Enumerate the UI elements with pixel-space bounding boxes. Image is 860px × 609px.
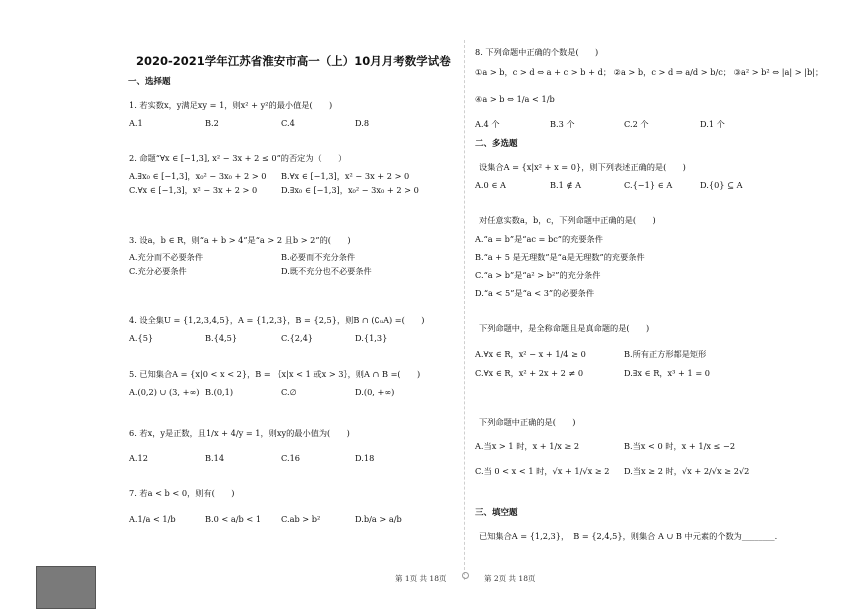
q4-option-b: B.{4,5}	[205, 333, 238, 343]
q11-option-a: A.∀x ∈ R，x² − x + 1/4 ≥ 0	[475, 349, 586, 359]
q7-option-c: C.ab > b²	[281, 514, 321, 524]
q5-option-c: C.∅	[281, 387, 297, 397]
q8-option-a: A.4 个	[475, 119, 500, 129]
footer-page-right: 第 2页 共 18页	[484, 574, 536, 583]
q3-option-d: D.既不充分也不必要条件	[281, 266, 372, 276]
q12-stem: 下列命题中正确的是( )	[479, 417, 576, 427]
q12-option-c: C.当 0 < x < 1 时，√x + 1/√x ≥ 2	[475, 466, 610, 476]
q4-option-c: C.{2,4}	[281, 333, 314, 343]
page-divider	[464, 40, 466, 580]
section-multi-heading: 二、多选题	[475, 139, 518, 149]
q11-option-d: D.∃x ∈ R，x³ + 1 = 0	[624, 368, 711, 378]
footer-page-left: 第 1页 共 18页	[395, 574, 447, 583]
q2-stem: 2. 命题“∀x ∈ [−1,3], x² − 3x + 2 ≤ 0”的否定为（ ）	[129, 153, 347, 163]
q3-option-c: C.充分必要条件	[129, 266, 187, 276]
q1-option-b: B.2	[205, 118, 219, 128]
q10-option-c: C.“a > b”是“a² > b²”的充分条件	[475, 270, 601, 280]
q8-option-d: D.1 个	[700, 119, 725, 129]
q1-option-a: A.1	[129, 118, 143, 128]
q11-option-b: B.所有正方形都是矩形	[624, 349, 707, 359]
q2-option-b: B.∀x ∈ [−1,3]，x² − 3x + 2 > 0	[281, 171, 410, 181]
q10-option-b: B.“a + 5 是无理数”是“a是无理数”的充要条件	[475, 252, 645, 262]
q5-option-a: A.(0,2) ∪ (3, +∞)	[129, 387, 200, 397]
q1-option-c: C.4	[281, 118, 295, 128]
q12-option-d: D.当x ≥ 2 时，√x + 2/√x ≥ 2√2	[624, 466, 750, 476]
q2-option-c: C.∀x ∈ [−1,3]，x² − 3x + 2 > 0	[129, 185, 258, 195]
page-separator-icon	[462, 572, 469, 579]
q6-option-d: D.18	[355, 453, 375, 463]
q10-option-d: D.“a < 5”是“a < 3”的必要条件	[475, 288, 595, 298]
q11-option-c: C.∀x ∈ R，x² + 2x + 2 ≠ 0	[475, 368, 584, 378]
q7-option-a: A.1/a < 1/b	[129, 514, 176, 524]
q4-stem: 4. 设全集U = {1,2,3,4,5}，A = {1,2,3}，B = {2,5}，则B ∩ (∁ᵤA) =( )	[129, 315, 425, 325]
q5-option-d: D.(0, +∞)	[355, 387, 395, 397]
q8-propositions-line1: ①a > b，c > d ⇔ a + c > b + d； ②a > b，c > d ⇒ a/d > b/c； ③a² > b² ⇔ |a| > |b|；	[475, 67, 824, 77]
q9-stem: 设集合A = {x|x² + x = 0}，则下列表述正确的是( )	[479, 162, 686, 172]
q8-option-c: C.2 个	[624, 119, 649, 129]
q12-option-a: A.当x > 1 时，x + 1/x ≥ 2	[475, 441, 580, 451]
q9-option-c: C.{−1} ∈ A	[624, 180, 673, 190]
q7-stem: 7. 若a < b < 0，则有( )	[129, 488, 235, 498]
q8-propositions-line2: ④a > b ⇔ 1/a < 1/b	[475, 94, 555, 104]
q3-stem: 3. 设a，b ∈ R，则“a + b > 4”是“a > 2 且b > 2”的( )	[129, 235, 351, 245]
q12-option-b: B.当x < 0 时，x + 1/x ≤ −2	[624, 441, 736, 451]
q13-stem: 已知集合A = {1,2,3}， B = {2,4,5}，则集合 A ∪ B 中元素的个数为________.	[479, 531, 778, 541]
q9-option-a: A.0 ∈ A	[475, 180, 506, 190]
q5-stem: 5. 已知集合A = {x|0 < x < 2}，B = ｛x|x < 1 或x > 3｝，则A ∩ B =( )	[129, 369, 421, 379]
q9-option-b: B.1 ∉ A	[550, 180, 582, 190]
q6-option-a: A.12	[129, 453, 148, 463]
section-choice-heading: 一、选择题	[128, 77, 171, 87]
q1-stem: 1. 若实数x，y满足xy = 1，则x² + y²的最小值是( )	[129, 100, 333, 110]
exam-title: 2020-2021学年江苏省淮安市高一（上）10月月考数学试卷	[136, 54, 451, 68]
q3-option-a: A.充分而不必要条件	[129, 252, 204, 262]
q11-stem: 下列命题中，是全称命题且是真命题的是( )	[479, 323, 650, 333]
section-fill-heading: 三、填空题	[475, 508, 518, 518]
q10-option-a: A.“a = b”是“ac = bc”的充要条件	[475, 234, 603, 244]
q3-option-b: B.必要而不充分条件	[281, 252, 356, 262]
q2-option-a: A.∃x₀ ∈ [−1,3]，x₀² − 3x₀ + 2 > 0	[129, 171, 267, 181]
q7-option-b: B.0 < a/b < 1	[205, 514, 262, 524]
q8-option-b: B.3 个	[550, 119, 575, 129]
q5-option-b: B.(0,1)	[205, 387, 234, 397]
q7-option-d: D.b/a > a/b	[355, 514, 402, 524]
q1-option-d: D.8	[355, 118, 370, 128]
q9-option-d: D.{0} ⊆ A	[700, 180, 743, 190]
q4-option-d: D.{1,3}	[355, 333, 388, 343]
q6-stem: 6. 若x，y是正数，且1/x + 4/y = 1，则xy的最小值为( )	[129, 428, 350, 438]
q6-option-c: C.16	[281, 453, 300, 463]
q6-option-b: B.14	[205, 453, 225, 463]
q2-option-d: D.∃x₀ ∈ [−1,3]，x₀² − 3x₀ + 2 > 0	[281, 185, 419, 195]
q8-stem: 8. 下列命题中正确的个数是( )	[475, 47, 599, 57]
thumbnail-placeholder	[36, 566, 96, 609]
q4-option-a: A.{5}	[129, 333, 154, 343]
q10-stem: 对任意实数a，b，c，下列命题中正确的是( )	[479, 215, 656, 225]
